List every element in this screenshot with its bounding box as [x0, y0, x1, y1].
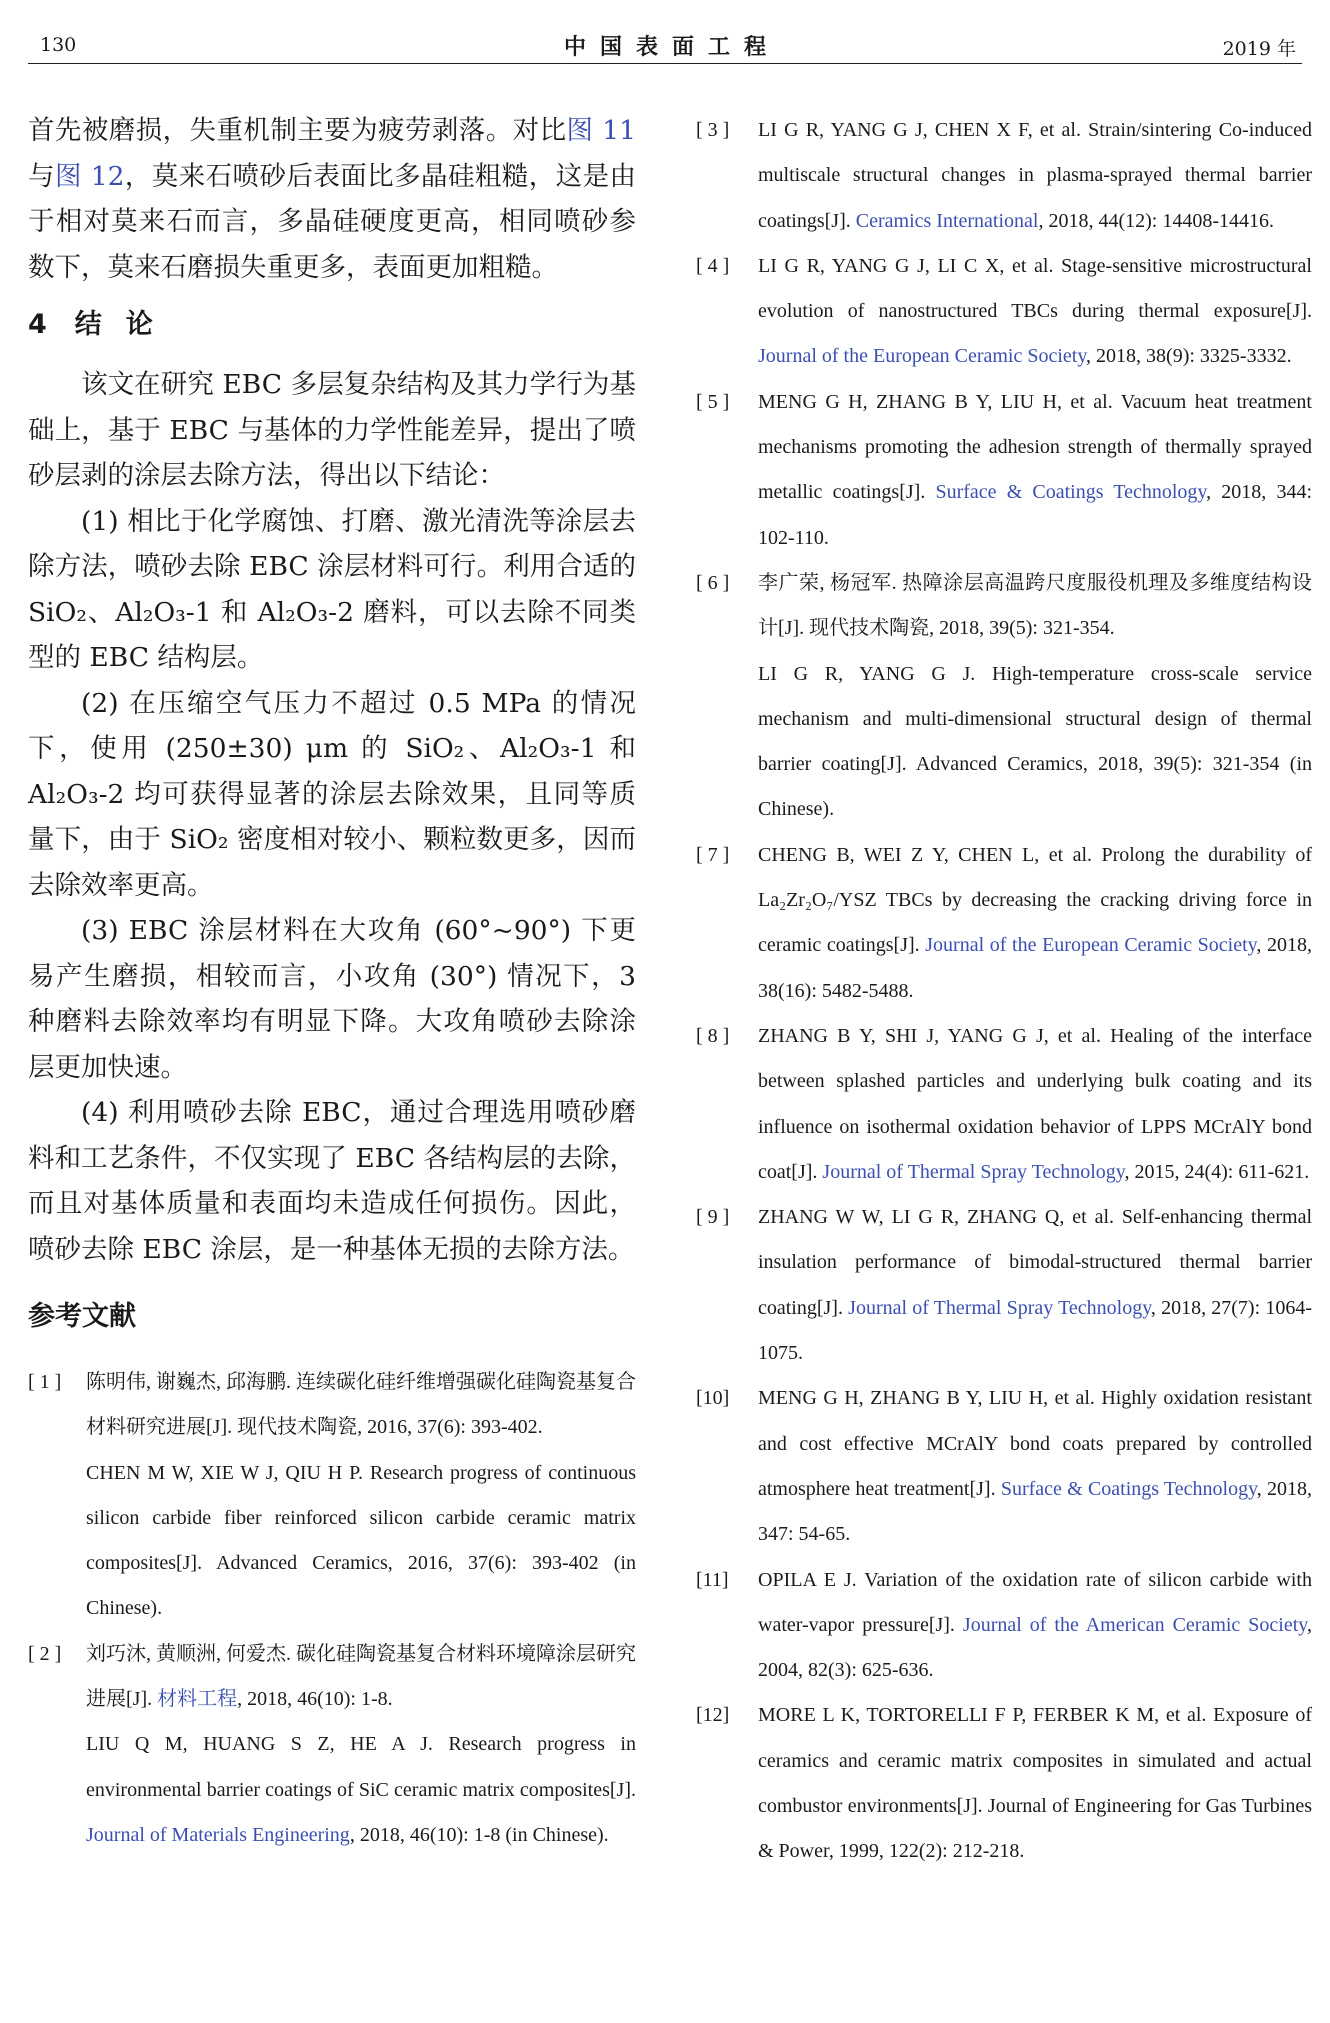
section-number: 4 [28, 309, 47, 340]
conclusion-paragraph: (4) 利用喷砂去除 EBC，通过合理选用喷砂磨料和工艺条件，不仅实现了 EBC 各结构层的去除，而且对基体质量和表面均未造成任何损伤。因此，喷砂去除 EBC 涂层，是一种基体无损的去除方法。 [28, 1097, 636, 1265]
reference-number: [ 3 ] [696, 119, 730, 141]
journal-link[interactable]: Journal of the American Ceramic Society [962, 1613, 1307, 1636]
ref-text: , 2018, 44(12): 14408-14416. [1038, 209, 1275, 232]
reference-item [696, 833, 1312, 1014]
reference-number: [ 4 ] [696, 254, 730, 277]
ref-text: MENG G H, ZHANG B Y, LIU H, et al. Vacuum heat treatment mechanisms promoting the adhesion strength of thermally sprayed metallic coatings[J]. [758, 390, 1312, 504]
figure-12-link[interactable]: 图 12 [54, 160, 125, 192]
reference-item [696, 244, 1312, 380]
reference-cn: 李广荣, 杨冠军. 热障涂层高温跨尺度服役机理及多维度结构设计[J]. 现代技术陶瓷, 2018, 39(5): 321-354. [758, 571, 1312, 640]
ref-text: , 2018, 344: 102-110. [758, 481, 1312, 549]
ref-text: ZHANG B Y, SHI J, YANG G J, et al. Healing of the interface between splashed particles and underlying bulk coating and its influence on isothermal oxidation behavior of LPPS MCrAlY bond coat[J]. [758, 1024, 1312, 1183]
reference-number: [ 6 ] [696, 571, 730, 594]
journal-link[interactable]: Surface & Coatings Technology [1000, 1477, 1257, 1500]
ref-text: , 2018, 46(10): 1-8 (in Chinese). [349, 1823, 609, 1846]
ref-text: LI G R, YANG G J, CHEN X F, et al. Strain/sintering Co-induced multiscale structural changes in plasma-sprayed thermal barrier coatings[J]. [758, 119, 1312, 232]
reference-en [86, 1722, 636, 1858]
right-column [696, 108, 1312, 1875]
ref-text: 刘巧沐, 黄顺洲, 何爱杰. 碳化硅陶瓷基复合材料环境障涂层研究进展[J]. [86, 1642, 636, 1711]
reference-item [696, 561, 1312, 833]
section-title: 结论 [74, 309, 177, 340]
reference-cn: 陈明伟, 谢巍杰, 邱海鹏. 连续碳化硅纤维增强碳化硅陶瓷基复合材料研究进展[J]. 现代技术陶瓷, 2016, 37(6): 393-402. [86, 1371, 636, 1439]
journal-link[interactable]: Journal of the European Ceramic Society [925, 934, 1257, 957]
ref-text: , 2004, 82(3): 625-636. [758, 1613, 1312, 1682]
ref-text: , 2018, 46(10): 1-8. [237, 1688, 393, 1711]
reference-item [28, 1360, 636, 1632]
ref-text: ZHANG W W, LI G R, ZHANG Q, et al. Self-enhancing thermal insulation performance of bimodal-structured thermal barrier coating[J]. [758, 1206, 1312, 1319]
reference-item [696, 1195, 1312, 1376]
issue-year: 2019 年 [1222, 38, 1296, 60]
reference-number: [ 9 ] [696, 1206, 730, 1229]
intro-text-1: 首先被磨损，失重机制主要为疲劳剥落。对比 [28, 115, 567, 146]
reference-number: [ 8 ] [696, 1024, 730, 1047]
journal-link[interactable]: Surface & Coatings Technology [935, 481, 1207, 504]
intro-text-3: ，莫来石喷砂后表面比多晶硅粗糙，这是由于相对莫来石而言，多晶硅硬度更高，相同喷砂参数下，莫来石磨损失重更多，表面更加粗糙。 [28, 160, 637, 283]
ref-text: LIU Q M, HUANG S Z, HE A J. Research progress in environmental barrier coatings of SiC ceramic matrix composites[J]. [86, 1733, 636, 1801]
reference-item [696, 380, 1312, 561]
intro-text-2: 与 [28, 160, 55, 192]
journal-title: 中国表面工程 [563, 34, 780, 60]
journal-link[interactable]: Journal of Thermal Spray Technology [848, 1296, 1151, 1319]
journal-link[interactable]: Ceramics International [855, 209, 1039, 232]
references-heading: 参考文献 [28, 1301, 136, 1332]
reference-item [696, 108, 1312, 244]
reference-cn [86, 1632, 636, 1723]
figure-11-link[interactable]: 图 11 [566, 115, 636, 146]
ref-text: LI G R, YANG G J, LI C X, et al. Stage-sensitive microstructural evolution of nanostructured TBCs during thermal exposure[J]. [758, 254, 1312, 323]
page-number: 130 [40, 34, 77, 56]
reference-en: CHEN M W, XIE W J, QIU H P. Research progress of continuous silicon carbide fiber reinforced silicon carbide ceramic matrix composites[J]. Advanced Ceramics, 2016, 37(6): 393-402 (in Chinese). [86, 1461, 636, 1620]
conclusion-paragraph: (1) 相比于化学腐蚀、打磨、激光清洗等涂层去除方法，喷砂去除 EBC 涂层材料可行。利用合适的 SiO₂、Al₂O₃-1 和 Al₂O₃-2 磨料，可以去除不同类型的 EBC 结构层。 [28, 505, 636, 673]
page-header [28, 24, 1302, 64]
reference-number: [ 7 ] [696, 843, 730, 866]
intro-paragraph [28, 108, 636, 290]
reference-item [696, 1693, 1312, 1874]
ref-text: , 2018, 38(9): 3325-3332. [1086, 345, 1292, 368]
reference-number: [12] [696, 1704, 730, 1727]
ref-text: , 2018, 347: 54-65. [758, 1477, 1313, 1546]
reference-item [28, 1632, 636, 1858]
reference-item [696, 1376, 1312, 1557]
reference-number: [11] [696, 1568, 729, 1591]
section-heading [28, 300, 636, 350]
journal-link[interactable]: 材料工程 [157, 1688, 238, 1711]
reference-number: [ 2 ] [28, 1642, 62, 1665]
ref-text: MORE L K, TORTORELLI F P, FERBER K M, et al. Exposure of ceramics and ceramic matrix composites in simulated and actual combustor environments[J]. Journal of Engineering for Gas Turbines & Power, 1999, 122(2): 212-218. [758, 1704, 1312, 1863]
conclusion-paragraph: (3) EBC 涂层材料在大攻角 (60°~90°) 下更易产生磨损，相较而言，小攻角 (30°) 情况下，3 种磨料去除效率均有明显下降。大攻角喷砂去除涂层更加快速。 [28, 915, 636, 1083]
journal-link[interactable]: Journal of Thermal Spray Technology [822, 1160, 1125, 1183]
ref-text: , 2018, 27(7): 1064-1075. [758, 1296, 1312, 1365]
reference-number: [10] [696, 1387, 730, 1410]
conclusion-paragraph: (2) 在压缩空气压力不超过 0.5 MPa 的情况下，使用 (250±30) μm 的 SiO₂、Al₂O₃-1 和 Al₂O₃-2 均可获得显著的涂层去除效果，且同等质量下，由于 SiO₂ 密度相对较小、颗粒数更多，因而去除效率更高。 [28, 687, 636, 901]
ref-text: , 2018, 38(16): 5482-5488. [758, 934, 1312, 1002]
conclusion-paragraph: 该文在研究 EBC 多层复杂结构及其力学行为基础上，基于 EBC 与基体的力学性能差异，提出了喷砂层剥的涂层去除方法，得出以下结论： [28, 369, 636, 491]
ref-text: CHENG B, WEI Z Y, CHEN L, et al. Prolong the durability of La₂Zr₂O₇/YSZ TBCs by decreasing the cracking driving force in ceramic coatings[J]. [758, 843, 1312, 957]
reference-en: LI G R, YANG G J. High-temperature cross-scale service mechanism and multi-dimensional structural design of thermal barrier coating[J]. Advanced Ceramics, 2018, 39(5): 321-354 (in Chinese). [758, 662, 1312, 821]
journal-link[interactable]: Journal of the European Ceramic Society [758, 345, 1087, 368]
left-column [28, 108, 636, 1858]
reference-item [696, 1558, 1312, 1694]
ref-text: , 2015, 24(4): 611-621. [1124, 1160, 1310, 1183]
reference-item [696, 1014, 1312, 1195]
reference-number: [ 1 ] [28, 1371, 62, 1393]
ref-text: OPILA E J. Variation of the oxidation rate of silicon carbide with water-vapor pressure[J]. [758, 1568, 1312, 1636]
conclusion-body [28, 362, 636, 1272]
ref-text: MENG G H, ZHANG B Y, LIU H, et al. Highly oxidation resistant and cost effective MCrAlY bond coats prepared by controlled atmosphere heat treatment[J]. [758, 1387, 1312, 1500]
journal-link[interactable]: Journal of Materials Engineering [86, 1823, 350, 1846]
reference-number: [ 5 ] [696, 390, 730, 413]
